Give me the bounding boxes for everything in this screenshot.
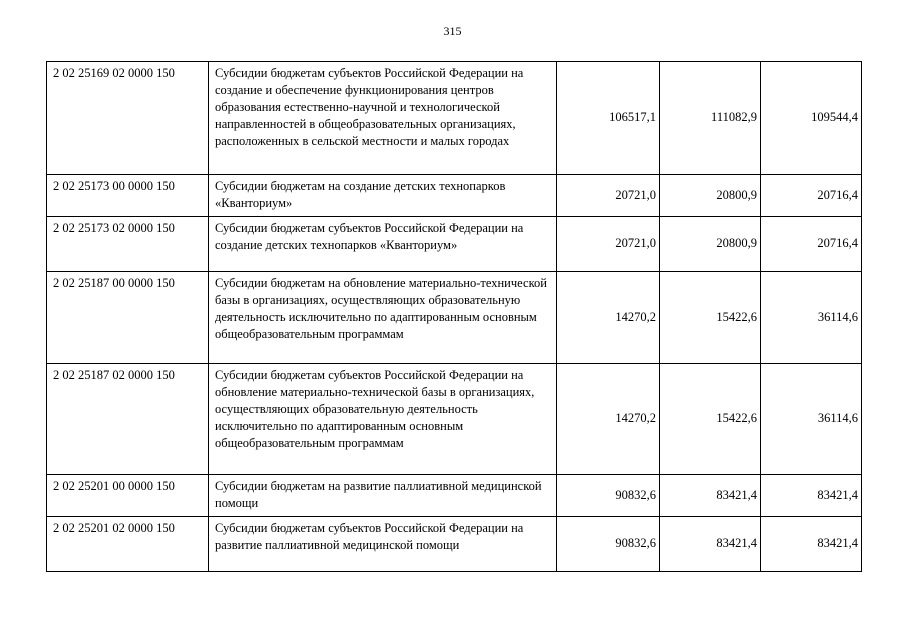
table-row	[47, 272, 862, 364]
value-cell-year-2: 111082,9	[660, 62, 761, 175]
table-row	[47, 175, 862, 217]
value-cell-year-3: 20716,4	[761, 175, 862, 217]
table-row	[47, 364, 862, 475]
table-row	[47, 475, 862, 517]
budget-code-cell: 2 02 25201 02 0000 150	[47, 517, 209, 572]
budget-code-cell: 2 02 25173 00 0000 150	[47, 175, 209, 217]
description-cell: Субсидии бюджетам на создание детских технопарков «Кванториум»	[209, 175, 557, 217]
value-cell-year-1: 20721,0	[557, 175, 660, 217]
page-number: 315	[443, 24, 462, 38]
value-cell-year-1: 20721,0	[557, 217, 660, 272]
table-row	[47, 62, 862, 175]
value-cell-year-1: 90832,6	[557, 475, 660, 517]
description-cell: Субсидии бюджетам субъектов Российской Федерации на обновление материально-технической базы в организациях, осуществляющих образовательную деятельность исключительно по адаптированным основным общеобразовательным программам	[209, 364, 557, 475]
description-cell: Субсидии бюджетам субъектов Российской Федерации на создание и обеспечение функционирования центров образования естественно-научной и технологической направленностей в общеобразовательных организациях, расположенных в сельской местности и малых городах	[209, 62, 557, 175]
table-row	[47, 517, 862, 572]
value-cell-year-3: 83421,4	[761, 475, 862, 517]
budget-code-cell: 2 02 25169 02 0000 150	[47, 62, 209, 175]
value-cell-year-2: 20800,9	[660, 175, 761, 217]
value-cell-year-2: 15422,6	[660, 272, 761, 364]
value-cell-year-1: 14270,2	[557, 272, 660, 364]
value-cell-year-2: 20800,9	[660, 217, 761, 272]
value-cell-year-1: 106517,1	[557, 62, 660, 175]
value-cell-year-1: 14270,2	[557, 364, 660, 475]
value-cell-year-2: 83421,4	[660, 475, 761, 517]
budget-table	[46, 61, 862, 572]
value-cell-year-2: 83421,4	[660, 517, 761, 572]
budget-code-cell: 2 02 25173 02 0000 150	[47, 217, 209, 272]
budget-code-cell: 2 02 25187 02 0000 150	[47, 364, 209, 475]
value-cell-year-3: 20716,4	[761, 217, 862, 272]
table-row	[47, 217, 862, 272]
value-cell-year-1: 90832,6	[557, 517, 660, 572]
value-cell-year-3: 83421,4	[761, 517, 862, 572]
description-cell: Субсидии бюджетам на обновление материально-технической базы в организациях, осуществляющих образовательную деятельность исключительно по адаптированным основным общеобразовательным программам	[209, 272, 557, 364]
value-cell-year-3: 109544,4	[761, 62, 862, 175]
value-cell-year-2: 15422,6	[660, 364, 761, 475]
description-cell: Субсидии бюджетам субъектов Российской Федерации на развитие паллиативной медицинской помощи	[209, 517, 557, 572]
value-cell-year-3: 36114,6	[761, 272, 862, 364]
value-cell-year-3: 36114,6	[761, 364, 862, 475]
description-cell: Субсидии бюджетам на развитие паллиативной медицинской помощи	[209, 475, 557, 517]
budget-code-cell: 2 02 25187 00 0000 150	[47, 272, 209, 364]
description-cell: Субсидии бюджетам субъектов Российской Федерации на создание детских технопарков «Кванториум»	[209, 217, 557, 272]
budget-code-cell: 2 02 25201 00 0000 150	[47, 475, 209, 517]
